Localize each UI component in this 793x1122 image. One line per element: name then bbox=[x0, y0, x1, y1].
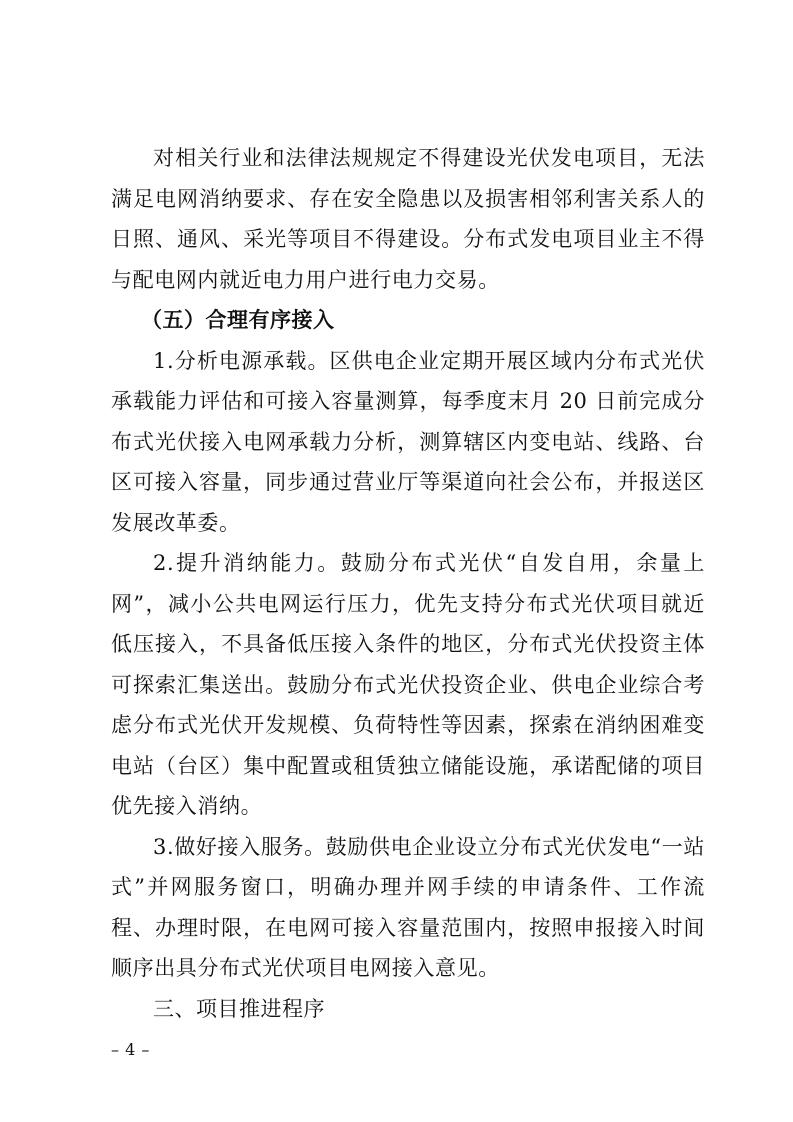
subheading-orderly-access: （五）合理有序接入 bbox=[141, 308, 335, 332]
section-heading-project-procedure: 三、项目推进程序 bbox=[153, 996, 325, 1021]
paragraph-restrictions: 对相关行业和法律法规规定不得建设光伏发电项目，无法满足电网消纳要求、存在安全隐患以及损害相邻利害关系人的日照、通风、采光等项目不得建设。分布式发电项目业主不得与配电网内就近电力用户进行电力交易。 bbox=[111, 146, 705, 292]
page-number: – 4 – bbox=[111, 1040, 150, 1059]
document-body bbox=[111, 138, 705, 1029]
paragraph-absorption-capacity: 2.提升消纳能力。鼓励分布式光伏“自发自用，余量上网”，减小公共电网运行压力，优先支持分布式光伏项目就近低压接入，不具备低压接入条件的地区，分布式光伏投资主体可探索汇集送出。鼓励分布式光伏投资企业、供电企业综合考虑分布式光伏开发规模、负荷特性等因素，探索在消纳困难变电站（台区）集中配置或租赁独立储能设施，承诺配储的项目优先接入消纳。 bbox=[111, 551, 705, 818]
paragraph-capacity-analysis: 1.分析电源承载。区供电企业定期开展区域内分布式光伏承载能力评估和可接入容量测算，每季度末月 20 日前完成分布式光伏接入电网承载力分析，测算辖区内变电站、线路、台区可接入容量，同步通过营业厅等渠道向社会公布，并报送区发展改革委。 bbox=[111, 348, 705, 535]
paragraph-access-service: 3.做好接入服务。鼓励供电企业设立分布式光伏发电“一站式”并网服务窗口，明确办理并网手续的申请条件、工作流程、办理时限，在电网可接入容量范围内，按照申报接入时间顺序出具分布式光伏项目电网接入意见。 bbox=[111, 834, 705, 980]
